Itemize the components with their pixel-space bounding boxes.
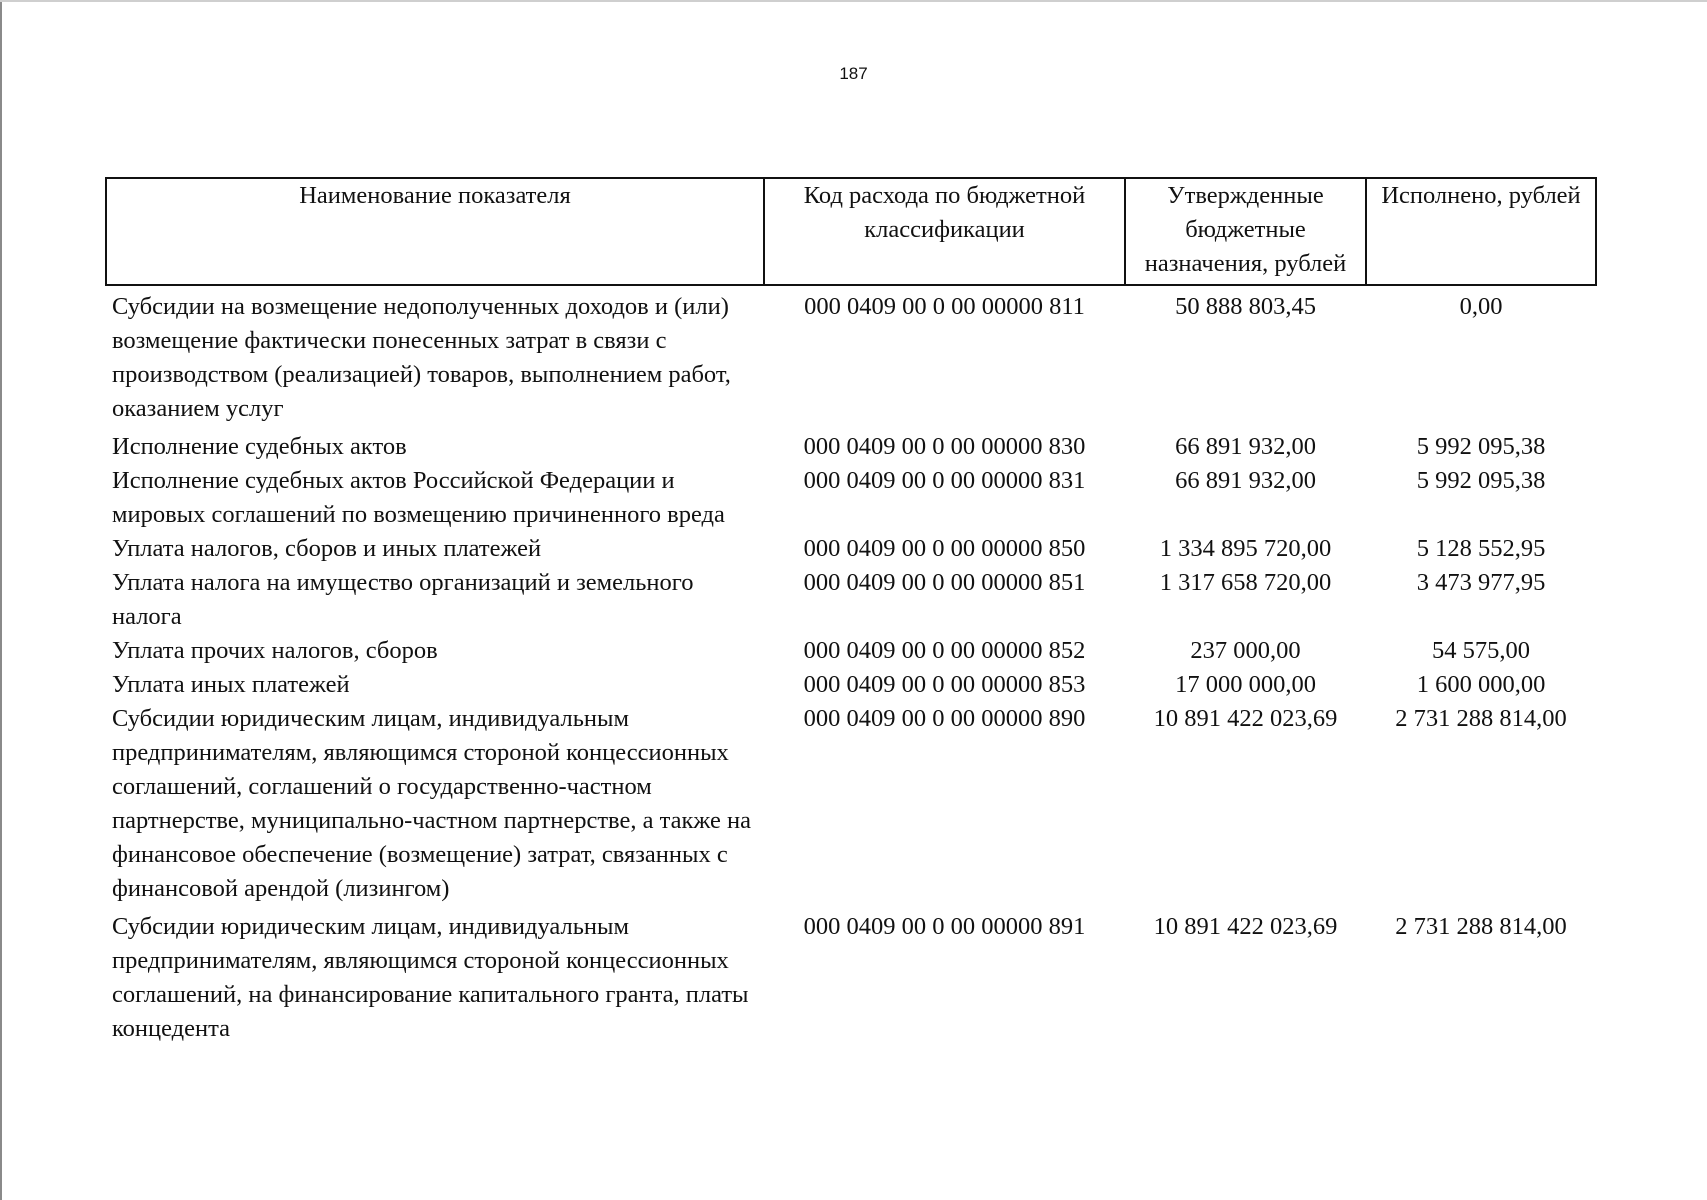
row-expense-code: 000 0409 00 0 00 00000 830 bbox=[803, 433, 1086, 460]
row-approved-amount: 10 891 422 023,69 bbox=[1153, 705, 1338, 732]
row-expense-code: 000 0409 00 0 00 00000 831 bbox=[803, 467, 1086, 494]
scan-edge-top bbox=[0, 0, 1707, 2]
row-approved-amount: 66 891 932,00 bbox=[1175, 433, 1316, 460]
row-expense-code: 000 0409 00 0 00 00000 891 bbox=[803, 913, 1086, 940]
table-row bbox=[106, 566, 1596, 634]
row-approved-amount: 17 000 000,00 bbox=[1175, 671, 1316, 698]
row-indicator-name: Субсидии на возмещение недополученных доходов и (или) возмещение фактически понесенных затрат в связи с производством (реализацией) товаров, выполнением работ, оказанием услуг bbox=[112, 293, 731, 422]
row-executed-amount: 5 992 095,38 bbox=[1416, 467, 1546, 494]
row-indicator-name: Субсидии юридическим лицам, индивидуальным предпринимателям, являющимся стороной концессионных соглашений, на финансирование капитального гранта, платы концедента bbox=[112, 913, 749, 1042]
row-executed-amount: 54 575,00 bbox=[1432, 637, 1530, 664]
row-indicator-name: Уплата прочих налогов, сборов bbox=[112, 637, 438, 664]
table-row bbox=[106, 634, 1596, 668]
row-executed-amount: 0,00 bbox=[1459, 293, 1503, 320]
row-indicator-name: Уплата иных платежей bbox=[112, 671, 350, 698]
table-row bbox=[106, 285, 1596, 430]
row-indicator-name: Уплата налогов, сборов и иных платежей bbox=[112, 535, 542, 562]
row-approved-amount: 1 334 895 720,00 bbox=[1159, 535, 1332, 562]
row-indicator-name: Исполнение судебных актов bbox=[112, 433, 407, 460]
scan-edge-left bbox=[0, 0, 2, 1200]
row-approved-amount: 237 000,00 bbox=[1190, 637, 1301, 664]
row-executed-amount: 1 600 000,00 bbox=[1416, 671, 1546, 698]
table-row bbox=[106, 668, 1596, 702]
table-row bbox=[106, 910, 1596, 1046]
table-row bbox=[106, 464, 1596, 532]
table-row bbox=[106, 532, 1596, 566]
row-executed-amount: 3 473 977,95 bbox=[1416, 569, 1546, 596]
row-approved-amount: 1 317 658 720,00 bbox=[1159, 569, 1332, 596]
row-executed-amount: 5 992 095,38 bbox=[1416, 433, 1546, 460]
row-indicator-name: Уплата налога на имущество организаций и земельного налога bbox=[112, 569, 694, 630]
row-expense-code: 000 0409 00 0 00 00000 851 bbox=[803, 569, 1086, 596]
table-row bbox=[106, 430, 1596, 464]
header-approved-budget: Утвержденные бюджетные назначения, рублей bbox=[1125, 178, 1366, 285]
row-approved-amount: 66 891 932,00 bbox=[1175, 467, 1316, 494]
row-expense-code: 000 0409 00 0 00 00000 811 bbox=[804, 293, 1085, 320]
header-indicator-name: Наименование показателя bbox=[106, 178, 764, 285]
row-executed-amount: 2 731 288 814,00 bbox=[1395, 705, 1567, 732]
table-header-row bbox=[106, 178, 1596, 285]
row-indicator-name: Исполнение судебных актов Российской Федерации и мировых соглашений по возмещению причиненного вреда bbox=[112, 467, 725, 528]
header-executed: Исполнено, рублей bbox=[1366, 178, 1596, 285]
row-expense-code: 000 0409 00 0 00 00000 853 bbox=[803, 671, 1086, 698]
row-approved-amount: 50 888 803,45 bbox=[1175, 293, 1316, 320]
row-executed-amount: 2 731 288 814,00 bbox=[1395, 913, 1567, 940]
row-approved-amount: 10 891 422 023,69 bbox=[1153, 913, 1338, 940]
table-row bbox=[106, 702, 1596, 910]
row-executed-amount: 5 128 552,95 bbox=[1416, 535, 1546, 562]
row-expense-code: 000 0409 00 0 00 00000 850 bbox=[803, 535, 1086, 562]
row-expense-code: 000 0409 00 0 00 00000 890 bbox=[803, 705, 1086, 732]
row-expense-code: 000 0409 00 0 00 00000 852 bbox=[803, 637, 1086, 664]
page-number: 187 bbox=[839, 64, 868, 83]
budget-execution-table bbox=[105, 177, 1597, 1046]
header-expense-code: Код расхода по бюджетной классификации bbox=[764, 178, 1125, 285]
row-indicator-name: Субсидии юридическим лицам, индивидуальным предпринимателям, являющимся стороной концессионных соглашений, соглашений о государственно-частном партнерстве, муниципально-частном партнерстве, а также на финансовое обеспечение (возмещение) затрат, связанных с финансовой арендой (лизингом) bbox=[112, 705, 751, 902]
